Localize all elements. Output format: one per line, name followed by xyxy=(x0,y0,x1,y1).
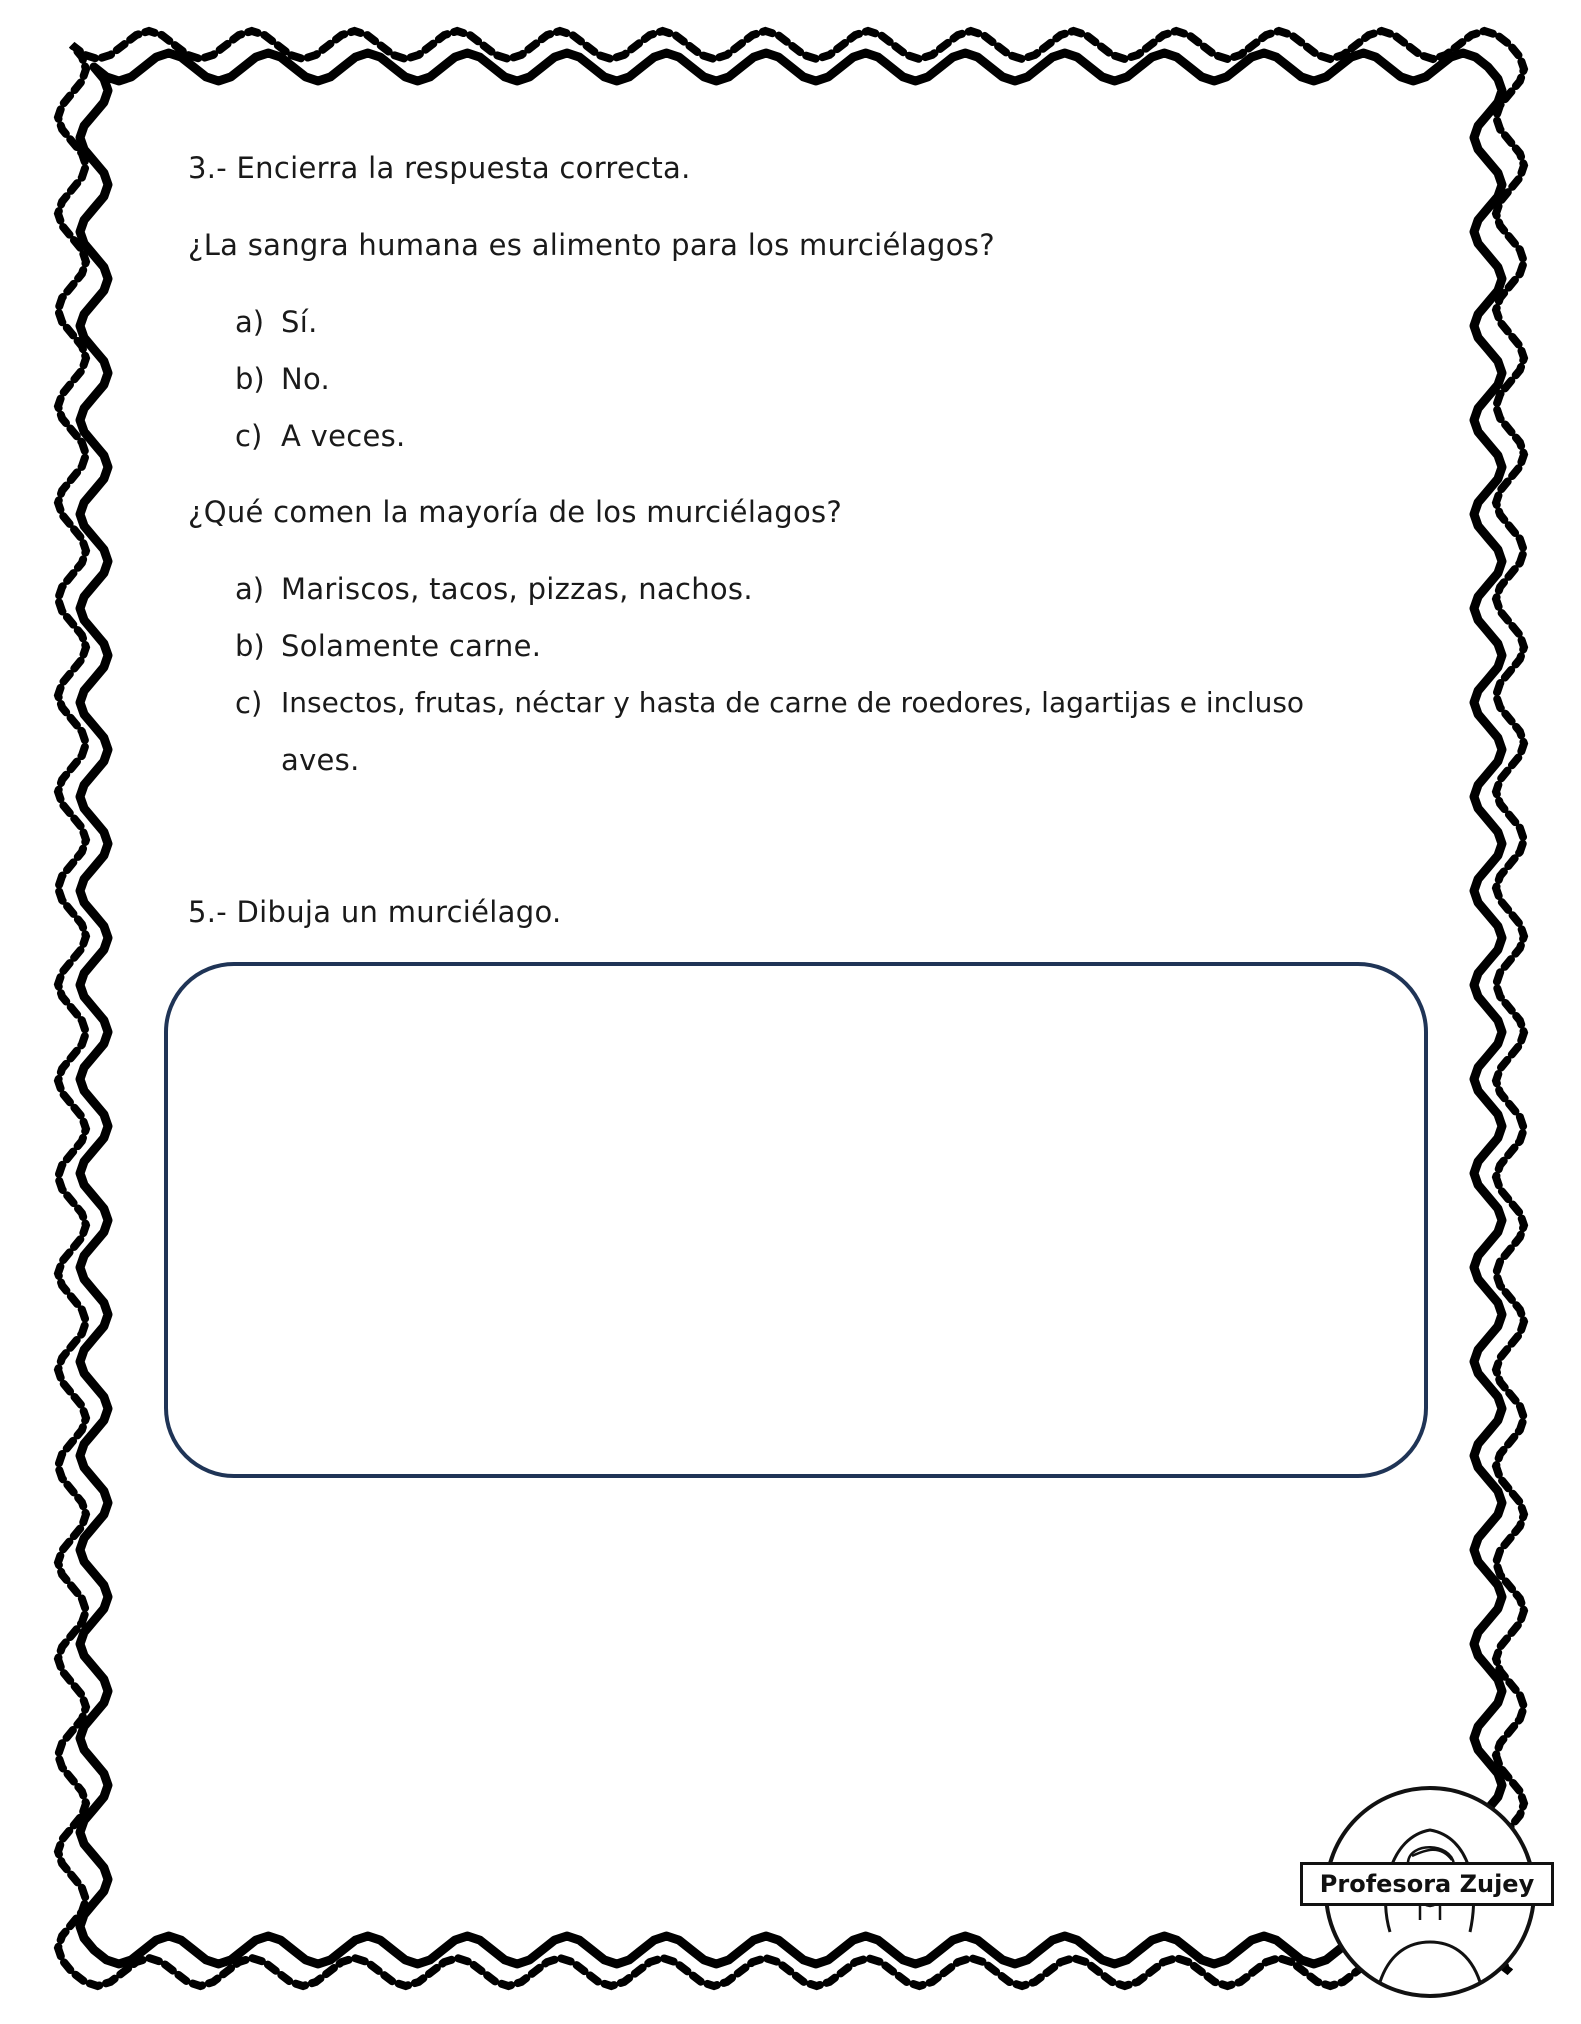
q2-option-b-letter: b) xyxy=(235,629,265,663)
q1-option-b-letter: b) xyxy=(235,362,265,396)
q2-option-a-letter: a) xyxy=(235,572,265,606)
question-1-text: ¿La sangra humana es alimento para los murciélagos? xyxy=(188,228,995,262)
question-2-text: ¿Qué comen la mayoría de los murciélagos? xyxy=(188,495,843,529)
q2-option-c-continuation[interactable]: aves. xyxy=(281,743,360,777)
section-3-heading: 3.- Encierra la respuesta correcta. xyxy=(188,151,691,185)
q1-option-c-letter: c) xyxy=(235,419,263,453)
q1-option-a-text[interactable]: Sí. xyxy=(281,305,318,339)
q2-option-a-text[interactable]: Mariscos, tacos, pizzas, nachos. xyxy=(281,572,753,606)
q1-option-b-text[interactable]: No. xyxy=(281,362,331,396)
q2-option-b-text[interactable]: Solamente carne. xyxy=(281,629,542,663)
section-5-heading: 5.- Dibuja un murciélago. xyxy=(188,895,562,929)
logo-label: Profesora Zujey xyxy=(1300,1862,1554,1906)
q2-option-c-text[interactable]: Insectos, frutas, néctar y hasta de carne de roedores, lagartijas e incluso xyxy=(281,686,1305,719)
q1-option-a-letter: a) xyxy=(235,305,265,339)
q1-option-c-text[interactable]: A veces. xyxy=(281,419,406,453)
q2-option-c-letter: c) xyxy=(235,686,263,720)
drawing-area-box[interactable] xyxy=(164,962,1428,1478)
